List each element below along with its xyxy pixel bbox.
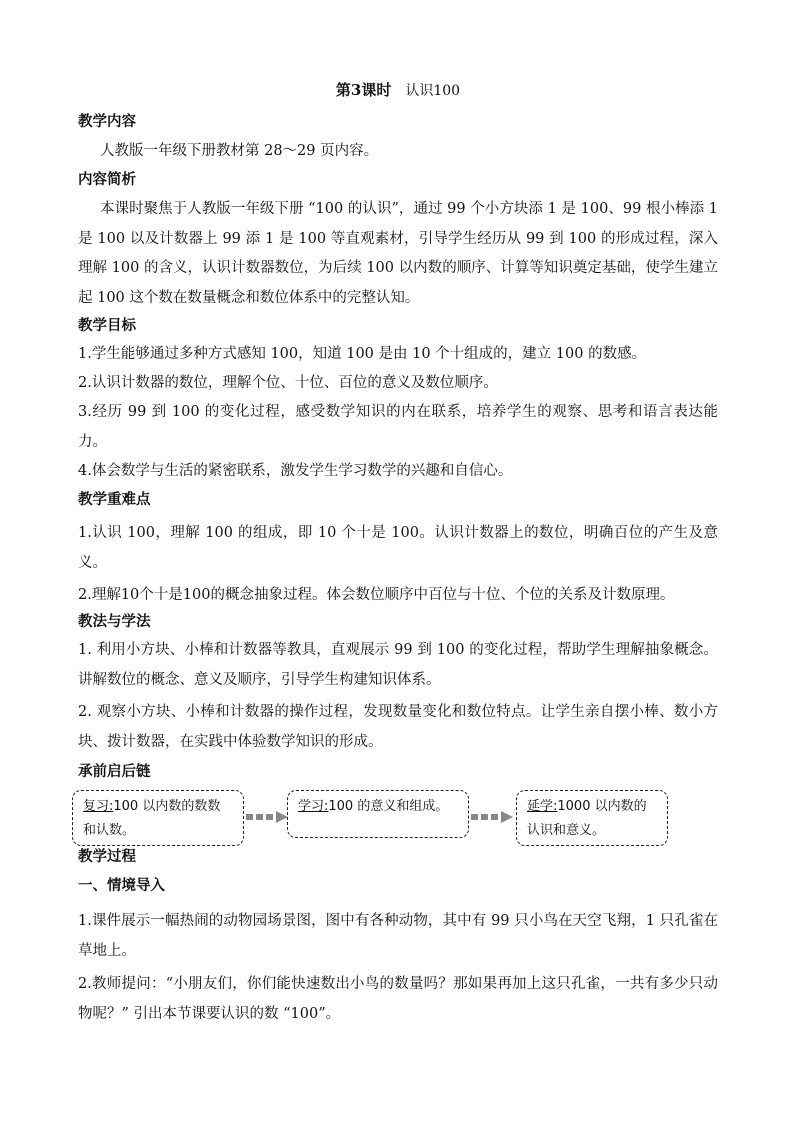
arrow-right-icon xyxy=(246,811,292,823)
heading-keypoints: 教学重难点 xyxy=(78,491,151,508)
method-item: 1. 利用小方块、小棒和计数器等教具，直观展示 99 到 100 的变化过程，帮助学生理解抽象概念。讲解数位的概念、意义及顺序，引导学生构建知识体系。 xyxy=(78,642,718,688)
chain-box-extend xyxy=(516,790,668,846)
keypoint-item: 1.认识 100，理解 100 的组成，即 10 个十是 100。认识计数器上的数位，明确百位的产生及意义。 xyxy=(78,525,718,571)
content-text: 人教版一年级下册教材第 28～29 页内容。 xyxy=(100,143,379,159)
lesson-topic: 认识100 xyxy=(405,83,461,99)
chain-box-learn xyxy=(287,790,469,838)
chain-box-text: 1000 以内数的认识和意义。 xyxy=(527,799,647,838)
arrow-right-icon xyxy=(471,811,517,823)
method-item: 2. 观察小方块、小棒和计数器的操作过程，发现数量变化和数位特点。让学生亲自摆小棒、数小方块、拨计数器，在实践中体验数学知识的形成。 xyxy=(78,704,718,750)
summary-text: 本课时聚焦于人教版一年级下册 “100 的认识”，通过 99 个小方块添 1 是 100、99 根小棒添 1 是 100 以及计数器上 99 添 1 是 100 等直观素材，引导学生经历从 99 到 100 的形成过程，深入理解 100 的含义，认识计数器数位，为后续 100 以内数的顺序、计算等知识奠定基础，使学生建立起 100 这个数在数量概念和数位体系中的完整认知。 xyxy=(78,201,718,306)
chain-box-key: 复习: xyxy=(83,799,114,814)
heading-process: 教学过程 xyxy=(78,848,136,865)
chain-box-key: 延学: xyxy=(527,799,558,814)
heading-chain: 承前启后链 xyxy=(78,763,151,780)
chain-box-text: 100 的意义和组成。 xyxy=(328,799,449,814)
chain-box-key: 学习: xyxy=(298,799,329,814)
chain-box-text: 100 以内数的数数和认数。 xyxy=(83,799,221,838)
heading-goals: 教学目标 xyxy=(78,317,136,334)
lesson-number: 第3课时 xyxy=(335,81,392,99)
process-item: 2.教师提问：“小朋友们，你们能快速数出小鸟的数量吗？那如果再加上这只孔雀，一共有多少只动物呢？” 引出本节课要认识的数 “100”。 xyxy=(78,976,718,1022)
goal-item: 2.认识计数器的数位，理解个位、十位、百位的意义及数位顺序。 xyxy=(78,375,498,391)
goal-item: 3.经历 99 到 100 的变化过程，感受数学知识的内在联系，培养学生的观察、思考和语言表达能力。 xyxy=(78,404,718,450)
lesson-title xyxy=(78,80,718,101)
keypoint-item: 2.理解10个十是100的概念抽象过程。体会数位顺序中百位与十位、个位的关系及计数原理。 xyxy=(78,587,675,603)
goal-item: 1.学生能够通过多种方式感知 100，知道 100 是由 10 个十组成的，建立 100 的数感。 xyxy=(78,346,647,362)
goal-item: 4.体会数学与生活的紧密联系，激发学生学习数学的兴趣和自信心。 xyxy=(78,463,513,479)
heading-methods: 教法与学法 xyxy=(78,613,151,630)
process-item: 1.课件展示一幅热闹的动物园场景图，图中有各种动物，其中有 99 只小鸟在天空飞翔，1 只孔雀在草地上。 xyxy=(78,913,718,959)
subheading-intro: 一、情境导入 xyxy=(78,877,165,894)
chain-box-review xyxy=(72,790,244,846)
knowledge-chain-diagram xyxy=(78,787,718,847)
heading-content: 教学内容 xyxy=(78,113,136,130)
heading-summary: 内容简析 xyxy=(78,171,136,188)
